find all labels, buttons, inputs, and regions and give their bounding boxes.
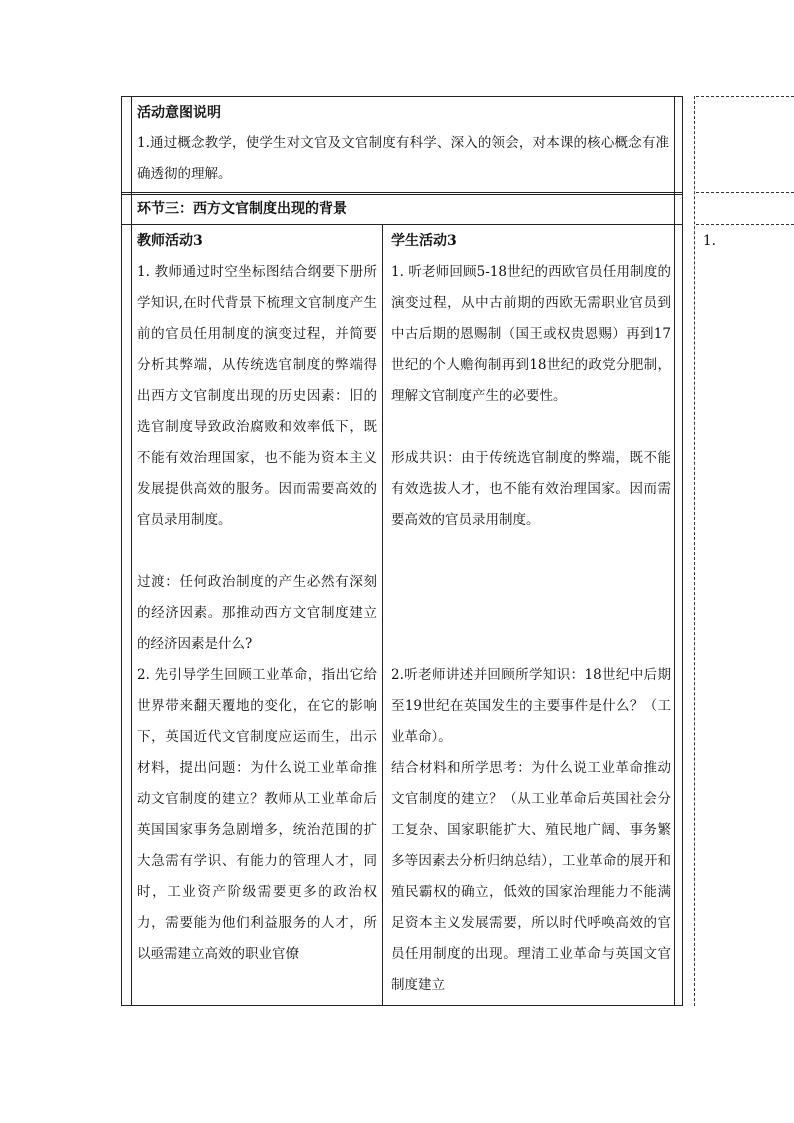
student-paragraph-2: 形成共识：由于传统选官制度的弊端，既不能有效选拔人才，也不能有效治理国家。因而需要高效的官员录用制度。 xyxy=(391,450,671,528)
table-left-border xyxy=(121,96,122,1006)
third-column-text: 1. xyxy=(703,233,716,249)
teacher-paragraph-2: 过渡：任何政治制度的产生必然有深刻的经济因素。那推动西方文官制度建立的经济因素是什么? xyxy=(137,574,377,652)
intent-text: 1.通过概念教学，使学生对文官及文官制度有科学、深入的领会，对本课的核心概念有准确透彻的理解。 xyxy=(137,135,669,182)
table-inner-left-border xyxy=(131,96,132,1006)
section-three-heading: 环节三：西方文官制度出现的背景 xyxy=(137,201,347,217)
row-divider-2 xyxy=(121,224,682,225)
third-column-mid-dash xyxy=(696,192,794,193)
row-divider-1 xyxy=(121,192,682,193)
table-bottom-border xyxy=(121,1005,682,1006)
student-paragraph-1: 1. 听老师回顾5-18世纪的西欧官员任用制度的演变过程，从中古前期的西欧无需职业官员到中古后期的恩赐制（国王或权贵恩赐）再到17世纪的个人赡徇制再到18世纪的政党分肥制，理解文官制度产生的必要性。 xyxy=(391,264,671,404)
table-right-border-inner xyxy=(682,96,683,1006)
column-divider xyxy=(382,225,383,1006)
row-divider-1b xyxy=(121,194,682,195)
teacher-paragraph-3: 2. 先引导学生回顾工业革命，指出它给世界带来翻天覆地的变化，在它的影响下，英国近代文官制度应运而生，出示材料，提出问题：为什么说工业革命推动文官制度的建立？教师从工业革命后英国国家事务急剧增多，统治范围的扩大急需有学识、有能力的管理人才，同时，工业资产阶级需要更多的政治权力，需要能为他们利益服务的人才，所以亟需建立高效的职业官僚 xyxy=(137,667,377,962)
student-paragraph-3: 2.听老师讲述并回顾所学知识：18世纪中后期至19世纪在英国发生的主要事件是什么？（工业革命）。 xyxy=(391,667,671,745)
teacher-paragraph-1: 1. 教师通过时空坐标图结合纲要下册所学知识,在时代背景下梳理文官制度产生前的官员任用制度的演变过程，并简要分析其弊端，从传统选官制度的弊端得出西方文官制度出现的历史因素：旧的选官制度导致政治腐败和效率低下，既不能有效治理国家，也不能为资本主义发展提供高效的服务。因而需要高效的官员录用制度。 xyxy=(137,264,377,528)
third-column-left-dash xyxy=(694,96,695,1006)
table-top-border xyxy=(121,96,682,97)
third-column-row-dash xyxy=(696,224,794,225)
student-paragraph-4: 结合材料和所学思考：为什么说工业革命推动文官制度的建立？（从工业革命后英国社会分工复杂、国家职能扩大、殖民地广阔、事务繁多等因素去分析归纳总结），工业革命的展开和殖民霸权的确立，低效的国家治理能力不能满足资本主义发展需要，所以时代呼唤高效的官员任用制度的出现。理清工业革命与英国文官制度建立 xyxy=(391,760,671,993)
third-column-top-dash xyxy=(696,96,794,97)
student-heading: 学生活动3 xyxy=(391,233,457,249)
table-right-border-outer xyxy=(674,96,675,1006)
teacher-heading: 教师活动3 xyxy=(137,233,203,249)
intent-heading: 活动意图说明 xyxy=(137,105,221,121)
